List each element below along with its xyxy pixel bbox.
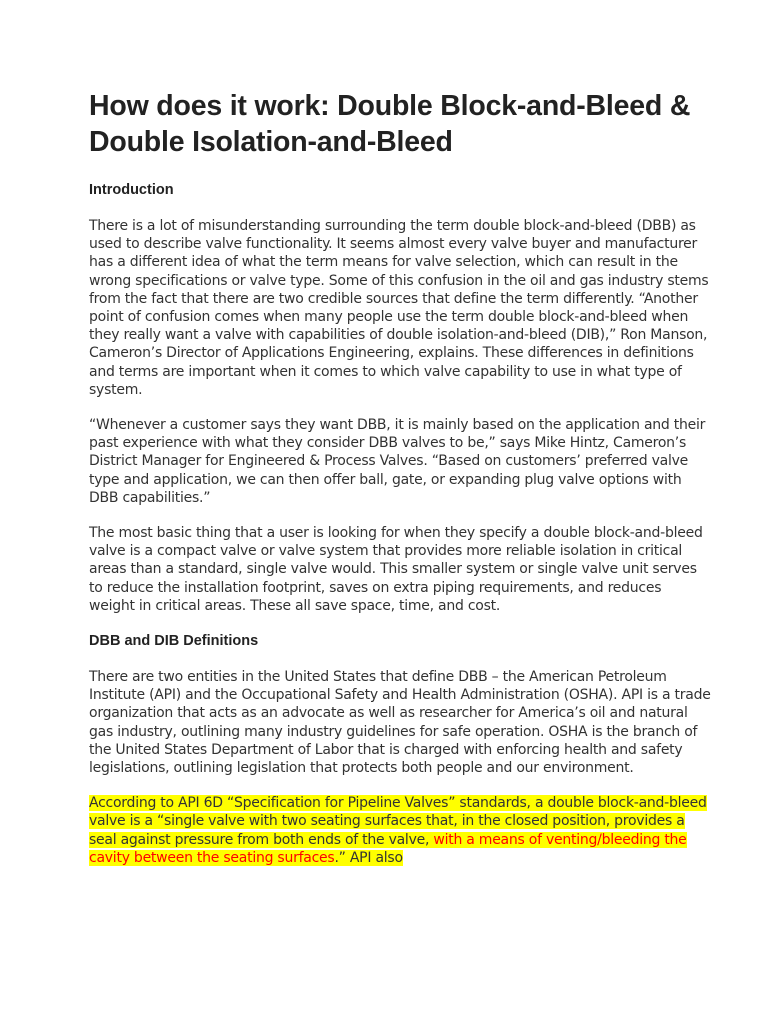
- section-heading-definitions: DBB and DIB Definitions: [89, 633, 259, 650]
- highlight-lead-text: According to API 6D “Specification for Pipeline Valves” standards, a double block-and-bleed valve is a “single valve with two seating surfaces that, in the closed position, provides a seal against pressure from both ends of the valve,: [89, 795, 707, 848]
- paragraph-1: There is a lot of misunderstanding surrounding the term double block-and-bleed (DBB) as used to describe valve functionality. It seems almost every valve buyer and manufacturer has a different idea of what the term means for valve selection, which can result in the wrong specifications or valve type. Some of this confusion in the oil and gas industry stems from the fact that there are two credible sources that define the term differently. “Another point of confusion comes when many people use the term double block-and-bleed when they really want a valve with capabilities of double isolation-and-bleed (DIB),” Ron Manson, Cameron’s Director of Applications Engineering, explains. These differences in definitions and terms are important when it comes to which valve capability to use in what type of system.: [89, 218, 709, 398]
- paragraph-2: “Whenever a customer says they want DBB, it is mainly based on the application and their past experience with what they consider DBB valves to be,” says Mike Hintz, Cameron’s District Manager for Engineered & Process Valves. “Based on customers’ preferred valve type and application, we can then offer ball, gate, or expanding plug valve options with DBB capabilities.”: [89, 417, 706, 506]
- highlight-tail-text: .” API also: [334, 849, 403, 866]
- highlight-emphasis-text: with a means of venting/bleeding the cavity between the seating surfaces: [89, 831, 687, 866]
- paragraph-3: The most basic thing that a user is looking for when they specify a double block-and-bleed valve is a compact valve or valve system that provides more reliable isolation in critical areas than a standard, single valve would. This smaller system or single valve unit serves to reduce the installation footprint, saves on extra piping requirements, and reduces weight in critical areas. These all save space, time, and cost.: [89, 525, 703, 614]
- highlighted-paragraph: [89, 794, 711, 867]
- document-page: [89, 88, 711, 884]
- section-heading-introduction: Introduction: [89, 182, 174, 198]
- document-title: How does it work: Double Block-and-Bleed & Double Isolation-and-Bleed: [89, 90, 691, 158]
- paragraph-definitions: There are two entities in the United States that define DBB – the American Petroleum Institute (API) and the Occupational Safety and Health Administration (OSHA). API is a trade organization that acts as an advocate as well as researcher for America’s oil and natural gas industry, outlining many industry guidelines for safe operation. OSHA is the branch of the United States Department of Labor that is charged with enforcing health and safety legislations, outlining legislation that protects both people and our environment.: [89, 669, 711, 777]
